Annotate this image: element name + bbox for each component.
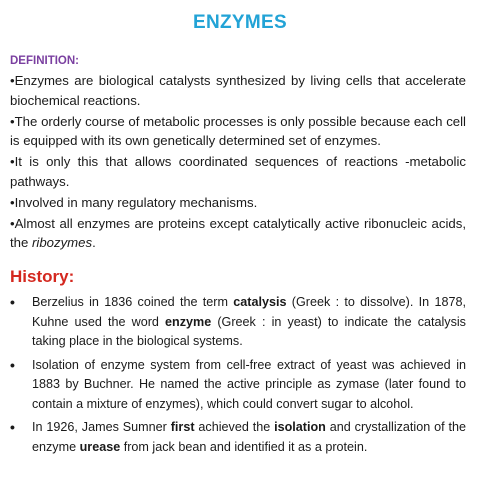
bullet-icon: • xyxy=(10,419,15,435)
bullet-icon: • xyxy=(10,194,15,210)
history-bold-term: enzyme xyxy=(165,314,212,329)
page-title: ENZYMES xyxy=(193,12,287,33)
history-bold-term: isolation xyxy=(274,420,326,434)
history-text-part: from jack bean and identified it as a protein. xyxy=(120,439,368,454)
definition-list xyxy=(10,71,466,254)
bullet-icon: • xyxy=(10,294,15,310)
history-text-part: achieved the xyxy=(194,420,275,434)
history-list xyxy=(10,293,466,461)
definition-item xyxy=(10,112,466,151)
definition-text: It is only this that allows coordinated sequences of reactions -metabolic pathways. xyxy=(10,154,466,189)
definition-text: Enzymes are biological catalysts synthesized by living cells that accelerate biochemical reactions. xyxy=(10,73,466,108)
history-text-part: and crystallization of the enzyme xyxy=(32,420,467,454)
history-text xyxy=(32,418,466,457)
definition-label: DEFINITION: xyxy=(10,55,79,67)
history-item xyxy=(10,356,466,415)
bullet-icon: • xyxy=(10,356,15,373)
definition-text: Involved in many regulatory mechanisms. xyxy=(14,194,258,210)
bullet-icon: • xyxy=(10,113,15,129)
bullet-icon: • xyxy=(10,154,15,169)
history-text-part: Berzelius in 1836 coined the term xyxy=(32,295,234,309)
definition-item xyxy=(10,152,466,191)
definition-text-end: . xyxy=(92,235,96,250)
history-text xyxy=(32,293,466,352)
history-text-part: (Greek : to dissolve). In 1878, Kuhne used the word xyxy=(32,295,466,329)
history-bold-term: urease xyxy=(79,439,121,454)
bullet-icon: • xyxy=(10,73,15,88)
history-text-part: (Greek : in yeast) to indicate the catalysis taking place in the biological systems. xyxy=(32,314,466,348)
history-bold-term: catalysis xyxy=(233,295,287,309)
history-heading: History: xyxy=(10,267,75,286)
definition-italic-term: ribozymes xyxy=(32,235,93,250)
definition-item xyxy=(10,71,466,110)
definition-text: The orderly course of metabolic processes is only possible because each cell is equipped with its own genetically determined set of enzymes. xyxy=(10,113,466,148)
definition-text: Almost all enzymes are proteins except catalytically active ribonucleic acids, the xyxy=(10,215,466,250)
history-text-part: Isolation of enzyme system from cell-free extract of yeast was achieved in 1883 by Buchner. He named the active principle as zymase (later found to contain a mixture of enzymes), which could convert sugar to alcohol. xyxy=(32,357,466,411)
bullet-icon: • xyxy=(10,215,15,231)
history-item xyxy=(10,418,466,457)
definition-item xyxy=(10,214,466,253)
history-text-part: In 1926, James Sumner xyxy=(32,420,171,434)
history-bold-term: first xyxy=(170,420,195,434)
history-text xyxy=(32,356,466,415)
history-item xyxy=(10,293,466,352)
definition-item xyxy=(10,193,466,213)
